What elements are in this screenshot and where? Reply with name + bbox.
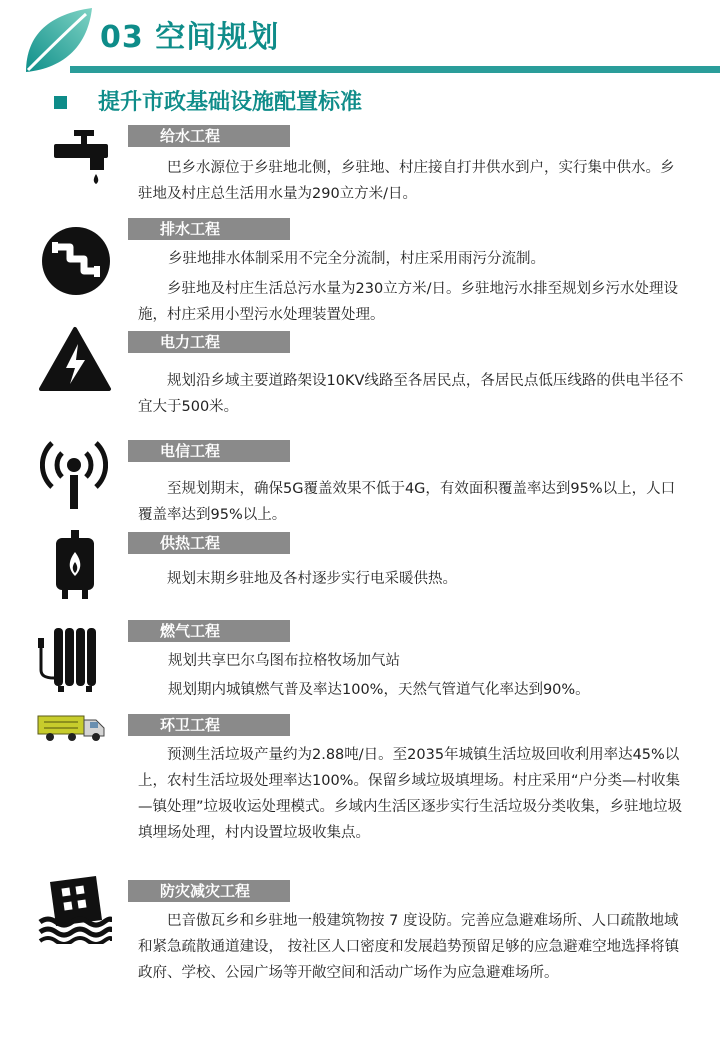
category-label-water-supply: 给水工程 [128, 125, 290, 147]
chapter-number: 03 [100, 20, 144, 55]
paragraph-gas-2: 规划期内城镇燃气普及率达100%，天然气管道气化率达到90%。 [168, 682, 590, 698]
chapter-title: 空间规划 [155, 20, 280, 55]
paragraph-telecom: 至规划期末，确保5G覆盖效果不低于4G，有效面积覆盖率达到95%以上，人口覆盖率达到95%以上。 [138, 481, 676, 523]
category-label-power: 电力工程 [128, 331, 290, 353]
section-title: 提升市政基础设施配置标准 [98, 90, 363, 115]
category-label-heating: 供热工程 [128, 532, 290, 554]
category-label-telecom: 电信工程 [128, 440, 290, 462]
high-voltage-icon [38, 326, 112, 392]
paragraph-drainage-2: 乡驻地及村庄生活总污水量为230立方米/日。乡驻地污水排至规划乡污水处理设施，村庄采用小型污水处理装置处理。 [138, 281, 679, 323]
category-label-drainage: 排水工程 [128, 218, 290, 240]
paragraph-water-supply: 巴乡水源位于乡驻地北侧，乡驻地、村庄接自打井供水到户，实行集中供水。乡驻地及村庄总生活用水量为290立方米/日。 [138, 160, 675, 202]
paragraph-drainage-1: 乡驻地排水体制采用不完全分流制，村庄采用雨污分流制。 [168, 251, 545, 267]
paragraph-disaster-prevention: 巴音傲瓦乡和乡驻地一般建筑物按 7 度设防。完善应急避难场所、人口疏散地域和紧急疏散通道建设， 按社区人口密度和发展趋势预留足够的应急避难空地选择将镇政府、学校、公园广场等开敞空间和活动广场作为应急避难场所。 [138, 913, 680, 981]
faucet-icon [52, 128, 110, 186]
water-heater-icon [52, 530, 98, 600]
flood-house-icon [38, 872, 112, 944]
signal-tower-icon [40, 435, 108, 511]
electric-radiator-icon [36, 624, 98, 694]
paragraph-power: 规划沿乡域主要道路架设10KV线路至各居民点，各居民点低压线路的供电半径不宜大于500米。 [138, 373, 684, 415]
category-label-disaster-prevention: 防灾减灾工程 [128, 880, 290, 902]
category-label-gas: 燃气工程 [128, 620, 290, 642]
category-label-sanitation: 环卫工程 [128, 714, 290, 736]
section-bullet [54, 96, 67, 109]
garbage-truck-icon [36, 712, 108, 742]
header-divider [70, 66, 720, 73]
paragraph-heating: 规划末期乡驻地及各村逐步实行电采暖供热。 [167, 571, 457, 587]
paragraph-gas-1: 规划共享巴尔乌图布拉格牧场加气站 [168, 653, 400, 669]
page-title [100, 18, 279, 58]
drain-pipe-icon [40, 225, 112, 297]
paragraph-sanitation: 预测生活垃圾产量约为2.88吨/日。至2035年城镇生活垃圾回收利用率达45%以上，农村生活垃圾处理率达100%。保留乡域垃圾填埋场。村庄采用“户分类—村收集—镇处理”垃圾收运处理模式。乡域内生活区逐步实行生活垃圾分类收集，乡驻地垃圾填埋场处理，村内设置垃圾收集点。 [138, 747, 683, 841]
